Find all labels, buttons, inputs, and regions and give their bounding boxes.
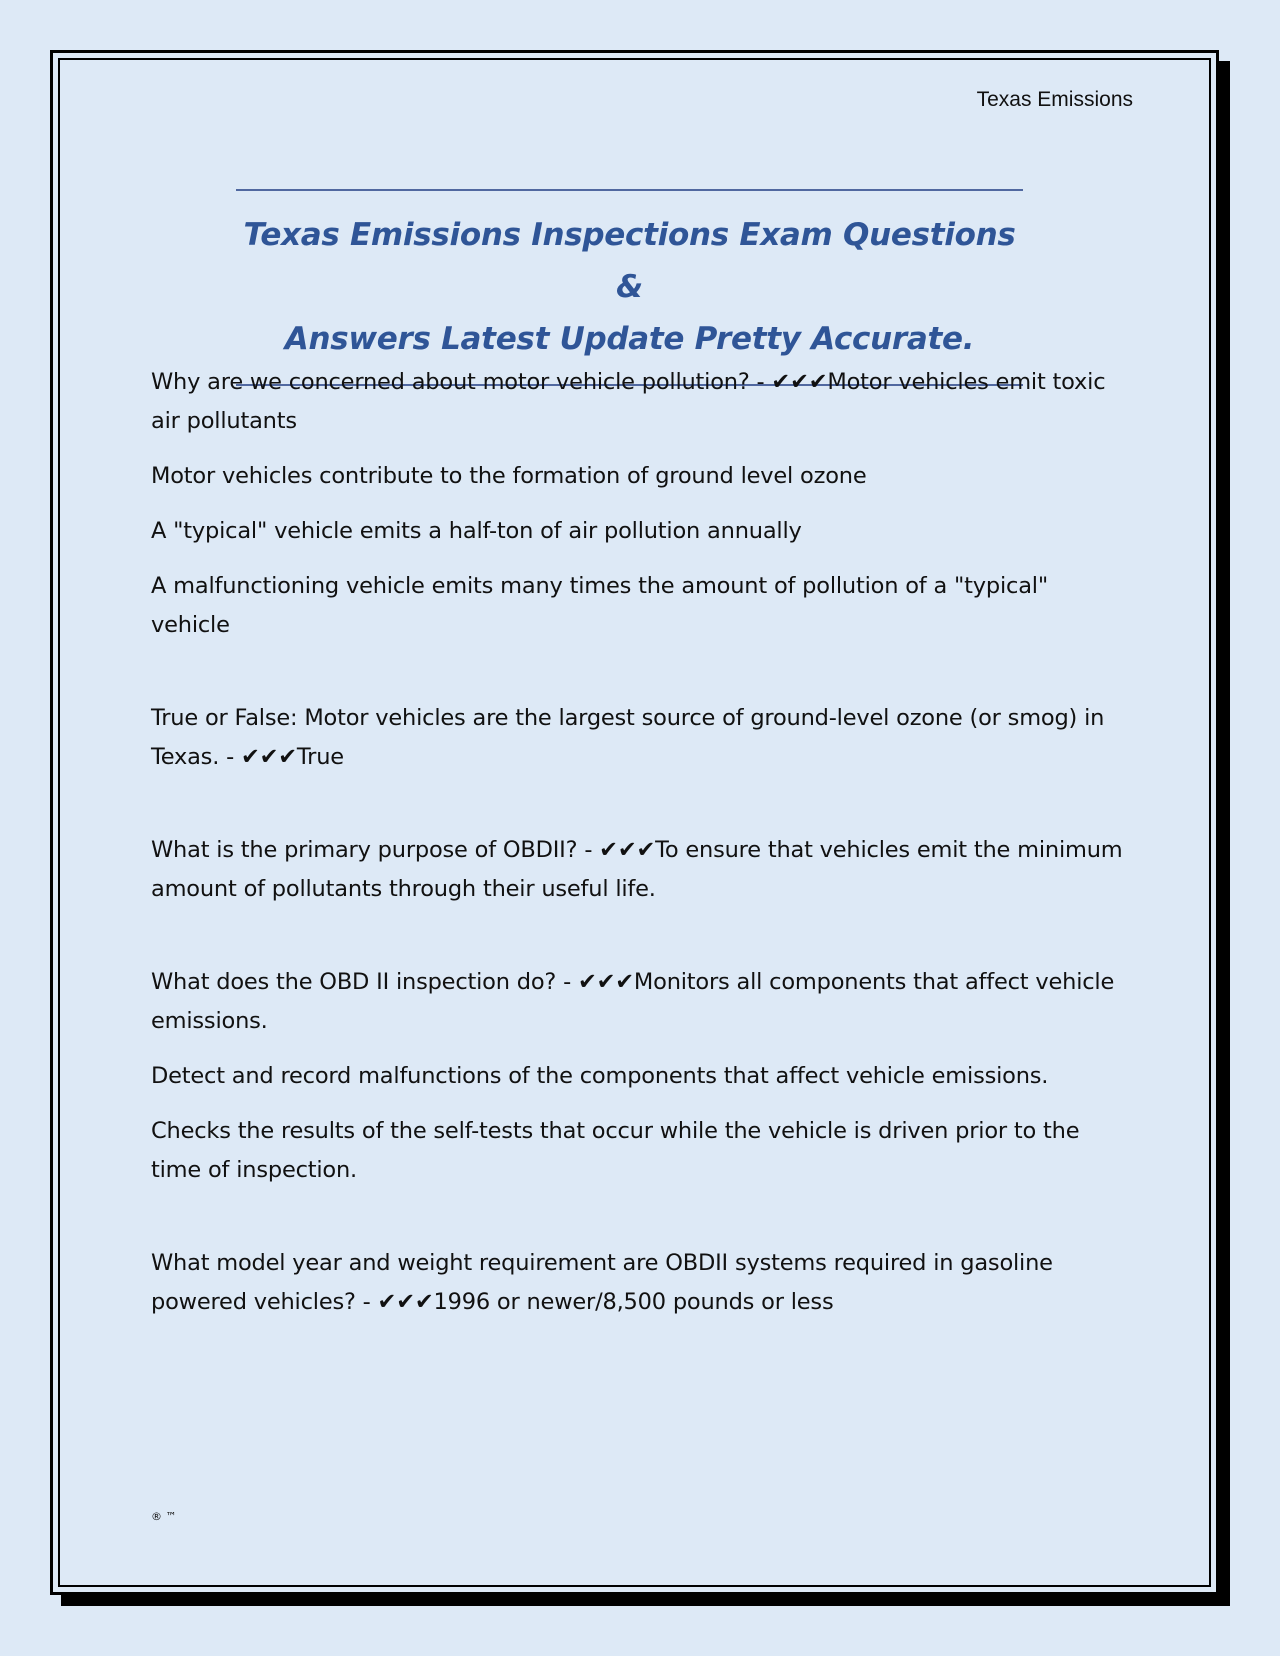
qa-item-2 xyxy=(151,699,1131,777)
qa-content xyxy=(151,363,1131,1338)
qa-question-paragraph: What does the OBD II inspection do? - ✔✔✔Monitors all components that affect vehicle emissions. xyxy=(151,969,1115,1034)
qa-question-paragraph: What model year and weight requirement are OBDII systems required in gasoline powered vehicles? - ✔✔✔1996 or newer/8,500 pounds or less xyxy=(151,1250,1053,1315)
page-inner-border xyxy=(58,58,1211,1587)
qa-item-3 xyxy=(151,831,1131,909)
running-header: Texas Emissions xyxy=(976,88,1133,111)
document-title xyxy=(236,209,1023,365)
qa-answer-paragraph: A "typical" vehicle emits a half-ton of air pollution annually xyxy=(151,518,802,544)
title-line-2: Answers Latest Update Pretty Accurate. xyxy=(284,321,975,357)
qa-answer-paragraph: A malfunctioning vehicle emits many times the amount of pollution of a "typical" vehicle xyxy=(151,573,1048,638)
title-line-1: Texas Emissions Inspections Exam Questions & xyxy=(243,217,1016,305)
qa-answer-paragraph: Detect and record malfunctions of the components that affect vehicle emissions. xyxy=(151,1063,1049,1089)
qa-item-1 xyxy=(151,363,1131,645)
qa-question-paragraph: What is the primary purpose of OBDII? - ✔✔✔To ensure that vehicles emit the minimum amount of pollutants through their useful life. xyxy=(151,837,1123,902)
qa-item-5 xyxy=(151,1244,1131,1322)
document-page xyxy=(50,50,1219,1595)
qa-answer-paragraph: Checks the results of the self-tests that occur while the vehicle is driven prior to the time of inspection. xyxy=(151,1118,1080,1183)
qa-answer-paragraph: Motor vehicles contribute to the formation of ground level ozone xyxy=(151,463,867,489)
footer-trademark-marks: ® ™ xyxy=(151,1510,177,1523)
qa-item-4 xyxy=(151,963,1131,1190)
title-block xyxy=(236,189,1023,386)
qa-question-paragraph: Why are we concerned about motor vehicle pollution? - ✔✔✔Motor vehicles emit toxic air pollutants xyxy=(151,369,1106,434)
qa-question-paragraph: True or False: Motor vehicles are the largest source of ground-level ozone (or smog) in Texas. - ✔✔✔True xyxy=(151,705,1105,770)
